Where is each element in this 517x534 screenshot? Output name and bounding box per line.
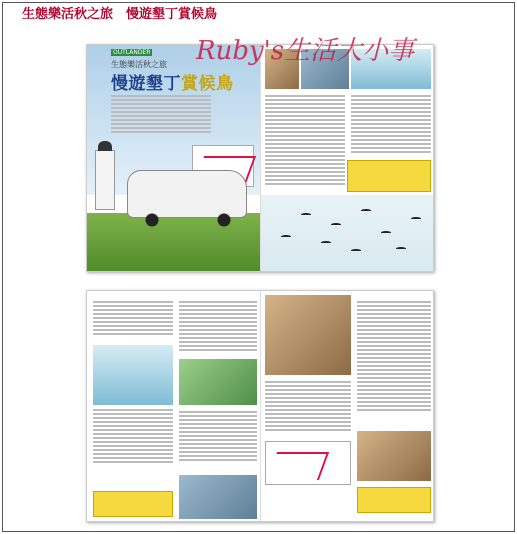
magazine-spread-top bbox=[86, 44, 434, 272]
magazine-page-right-bottom bbox=[261, 291, 434, 521]
photo-car-bottom bbox=[179, 475, 257, 519]
watermark-text: Ruby's生活大小事 bbox=[196, 36, 415, 66]
magazine-page-left bbox=[87, 45, 261, 271]
article-text-right bbox=[351, 95, 431, 155]
photo-landscape bbox=[179, 359, 257, 405]
advertisement-box bbox=[347, 160, 431, 192]
suv-car-illustration bbox=[127, 170, 247, 218]
headline-highlight: 賞候鳥 bbox=[181, 74, 234, 94]
magazine-page-left-bottom bbox=[87, 291, 261, 521]
article-text-col6 bbox=[265, 381, 351, 433]
article-text-left bbox=[265, 95, 345, 187]
article-text-col5 bbox=[357, 301, 431, 413]
article-text-col4 bbox=[179, 411, 257, 463]
magazine-subtitle: 生態樂活秋之旅 bbox=[111, 60, 167, 69]
magazine-headline bbox=[111, 69, 234, 94]
photo-family bbox=[265, 295, 351, 375]
article-text-col1 bbox=[93, 301, 173, 337]
article-text-col2 bbox=[93, 409, 173, 465]
article-text-col3 bbox=[179, 301, 257, 353]
brand-chip: OUTLANDER bbox=[113, 49, 151, 56]
photo-car-seaside bbox=[93, 345, 173, 405]
advertisement-box-right bbox=[357, 487, 431, 513]
lighthouse-illustration bbox=[95, 150, 115, 210]
route-map-bottom bbox=[265, 441, 351, 485]
magazine-spread-bottom bbox=[86, 290, 434, 522]
photo-birds bbox=[261, 195, 434, 271]
photo-street bbox=[357, 431, 431, 481]
page-title: 生態樂活秋之旅 慢遊墾丁賞候鳥 bbox=[22, 7, 218, 22]
intro-text-block bbox=[111, 95, 211, 135]
headline-main: 慢遊墾丁 bbox=[111, 74, 181, 94]
magazine-page-right bbox=[261, 45, 434, 271]
advertisement-box-left bbox=[93, 491, 173, 517]
